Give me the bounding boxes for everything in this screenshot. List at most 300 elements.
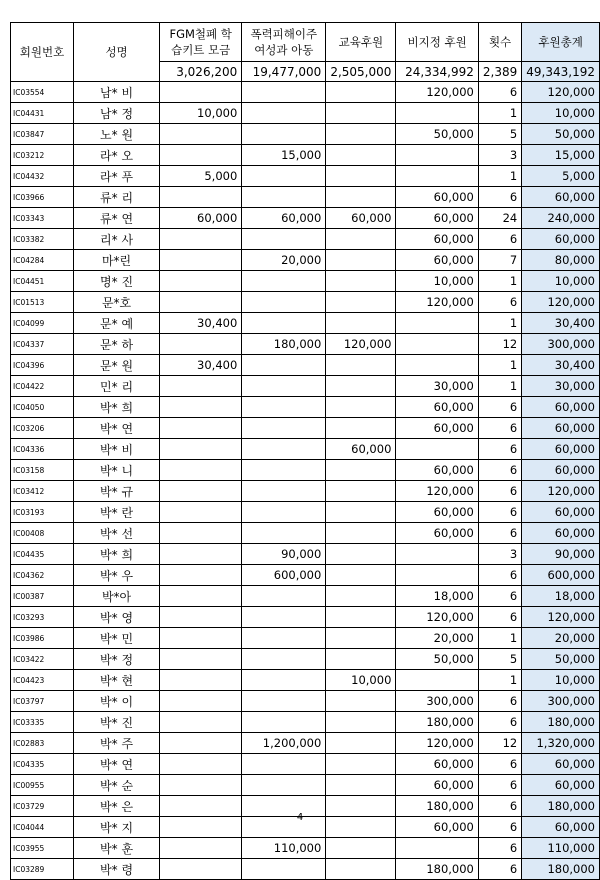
undesignated-amount: 20,000 xyxy=(396,628,478,649)
fgm-kit-amount xyxy=(160,271,242,292)
migrant-women-amount xyxy=(242,292,326,313)
donation-count: 6 xyxy=(478,691,521,712)
donor-name: 박* 희 xyxy=(73,544,159,565)
member-id: IC03554 xyxy=(11,82,74,103)
education-amount xyxy=(326,754,396,775)
undesignated-amount xyxy=(396,355,478,376)
undesignated-amount: 60,000 xyxy=(396,397,478,418)
migrant-women-amount xyxy=(242,712,326,733)
undesignated-amount: 60,000 xyxy=(396,208,478,229)
education-amount xyxy=(326,691,396,712)
table-row xyxy=(11,544,600,565)
fgm-kit-amount xyxy=(160,439,242,460)
undesignated-amount: 120,000 xyxy=(396,82,478,103)
table-row xyxy=(11,481,600,502)
donation-count: 6 xyxy=(478,502,521,523)
member-id: IC04423 xyxy=(11,670,74,691)
member-id: IC03412 xyxy=(11,481,74,502)
migrant-women-amount xyxy=(242,439,326,460)
undesignated-amount: 180,000 xyxy=(396,796,478,817)
donation-total: 120,000 xyxy=(522,481,600,502)
member-id: IC02883 xyxy=(11,733,74,754)
undesignated-amount: 60,000 xyxy=(396,250,478,271)
fgm-kit-amount xyxy=(160,145,242,166)
member-id: IC04336 xyxy=(11,439,74,460)
donor-name: 라* 오 xyxy=(73,145,159,166)
education-amount xyxy=(326,733,396,754)
migrant-women-amount: 60,000 xyxy=(242,208,326,229)
donation-count: 24 xyxy=(478,208,521,229)
donor-name: 박*아 xyxy=(73,586,159,607)
donation-count: 6 xyxy=(478,817,521,838)
donation-count: 1 xyxy=(478,670,521,691)
undesignated-amount: 120,000 xyxy=(396,481,478,502)
donor-name: 박* 진 xyxy=(73,712,159,733)
table-row xyxy=(11,376,600,397)
education-amount xyxy=(326,229,396,250)
table-row xyxy=(11,775,600,796)
education-amount xyxy=(326,544,396,565)
header-migrant-women: 폭력피해이주 여성과 아동 xyxy=(242,23,326,62)
table-row xyxy=(11,859,600,880)
donation-total: 80,000 xyxy=(522,250,600,271)
undesignated-amount: 30,000 xyxy=(396,376,478,397)
member-id: IC03955 xyxy=(11,838,74,859)
fgm-kit-amount xyxy=(160,712,242,733)
header-count: 횟수 xyxy=(478,23,521,62)
donation-count: 6 xyxy=(478,229,521,250)
donor-name: 박* 이 xyxy=(73,691,159,712)
fgm-kit-amount: 30,400 xyxy=(160,355,242,376)
table-row xyxy=(11,397,600,418)
migrant-women-amount: 1,200,000 xyxy=(242,733,326,754)
fgm-kit-amount xyxy=(160,544,242,565)
migrant-women-amount xyxy=(242,166,326,187)
donation-count: 12 xyxy=(478,334,521,355)
education-amount xyxy=(326,565,396,586)
migrant-women-amount xyxy=(242,523,326,544)
education-amount xyxy=(326,313,396,334)
donation-total: 180,000 xyxy=(522,796,600,817)
table-row xyxy=(11,313,600,334)
donation-count: 6 xyxy=(478,712,521,733)
education-amount xyxy=(326,124,396,145)
member-id: IC03797 xyxy=(11,691,74,712)
donor-name: 박* 영 xyxy=(73,607,159,628)
donation-count: 6 xyxy=(478,586,521,607)
undesignated-amount xyxy=(396,670,478,691)
migrant-women-amount xyxy=(242,481,326,502)
donation-count: 6 xyxy=(478,607,521,628)
member-id: IC03422 xyxy=(11,649,74,670)
undesignated-amount: 300,000 xyxy=(396,691,478,712)
undesignated-amount: 10,000 xyxy=(396,271,478,292)
fgm-kit-amount xyxy=(160,418,242,439)
donor-name: 박* 비 xyxy=(73,439,159,460)
undesignated-amount: 60,000 xyxy=(396,460,478,481)
donation-count: 6 xyxy=(478,523,521,544)
table-row xyxy=(11,208,600,229)
member-id: IC03966 xyxy=(11,187,74,208)
migrant-women-amount: 20,000 xyxy=(242,250,326,271)
undesignated-amount: 60,000 xyxy=(396,775,478,796)
donor-name: 명* 진 xyxy=(73,271,159,292)
total-fgm-kit: 3,026,200 xyxy=(160,62,242,82)
table-row xyxy=(11,82,600,103)
donation-count: 12 xyxy=(478,733,521,754)
undesignated-amount: 180,000 xyxy=(396,859,478,880)
donation-total: 5,000 xyxy=(522,166,600,187)
donation-count: 6 xyxy=(478,565,521,586)
fgm-kit-amount: 30,400 xyxy=(160,313,242,334)
undesignated-amount xyxy=(396,166,478,187)
donation-count: 6 xyxy=(478,397,521,418)
donor-name: 박* 은 xyxy=(73,796,159,817)
table-row xyxy=(11,292,600,313)
migrant-women-amount xyxy=(242,124,326,145)
donation-total: 60,000 xyxy=(522,439,600,460)
table-row xyxy=(11,649,600,670)
migrant-women-amount xyxy=(242,376,326,397)
table-row xyxy=(11,733,600,754)
education-amount xyxy=(326,460,396,481)
donation-total: 120,000 xyxy=(522,82,600,103)
table-row xyxy=(11,838,600,859)
migrant-women-amount xyxy=(242,418,326,439)
table-row xyxy=(11,418,600,439)
member-id: IC03986 xyxy=(11,628,74,649)
fgm-kit-amount xyxy=(160,502,242,523)
member-id: IC03193 xyxy=(11,502,74,523)
donation-count: 6 xyxy=(478,292,521,313)
education-amount xyxy=(326,859,396,880)
undesignated-amount: 18,000 xyxy=(396,586,478,607)
undesignated-amount: 60,000 xyxy=(396,523,478,544)
table-row xyxy=(11,355,600,376)
member-id: IC04435 xyxy=(11,544,74,565)
undesignated-amount: 60,000 xyxy=(396,754,478,775)
education-amount xyxy=(326,397,396,418)
donation-count: 6 xyxy=(478,418,521,439)
donation-total: 300,000 xyxy=(522,691,600,712)
member-id: IC03158 xyxy=(11,460,74,481)
table-row xyxy=(11,103,600,124)
donor-name: 문* 하 xyxy=(73,334,159,355)
education-amount xyxy=(326,628,396,649)
donor-name: 남* 비 xyxy=(73,82,159,103)
migrant-women-amount: 15,000 xyxy=(242,145,326,166)
table-row xyxy=(11,460,600,481)
migrant-women-amount xyxy=(242,460,326,481)
donation-count: 1 xyxy=(478,628,521,649)
fgm-kit-amount xyxy=(160,754,242,775)
header-total: 후원총계 xyxy=(522,23,600,62)
undesignated-amount: 60,000 xyxy=(396,817,478,838)
donor-name: 박* 연 xyxy=(73,754,159,775)
undesignated-amount xyxy=(396,145,478,166)
undesignated-amount xyxy=(396,103,478,124)
table-row xyxy=(11,166,600,187)
donation-count: 1 xyxy=(478,313,521,334)
member-id: IC04337 xyxy=(11,334,74,355)
member-id: IC04362 xyxy=(11,565,74,586)
total-migrant-women: 19,477,000 xyxy=(242,62,326,82)
donation-total: 18,000 xyxy=(522,586,600,607)
donation-total: 15,000 xyxy=(522,145,600,166)
donor-name: 박* 지 xyxy=(73,817,159,838)
education-amount xyxy=(326,649,396,670)
undesignated-amount: 120,000 xyxy=(396,607,478,628)
fgm-kit-amount xyxy=(160,460,242,481)
donation-total: 1,320,000 xyxy=(522,733,600,754)
fgm-kit-amount xyxy=(160,229,242,250)
migrant-women-amount: 90,000 xyxy=(242,544,326,565)
fgm-kit-amount xyxy=(160,859,242,880)
migrant-women-amount xyxy=(242,775,326,796)
donation-total: 30,400 xyxy=(522,313,600,334)
header-name: 성명 xyxy=(73,23,159,82)
education-amount xyxy=(326,145,396,166)
migrant-women-amount xyxy=(242,229,326,250)
donation-count: 1 xyxy=(478,271,521,292)
donation-count: 6 xyxy=(478,481,521,502)
education-amount xyxy=(326,712,396,733)
table-row xyxy=(11,586,600,607)
education-amount: 60,000 xyxy=(326,208,396,229)
education-amount xyxy=(326,187,396,208)
migrant-women-amount xyxy=(242,691,326,712)
donor-name: 민* 리 xyxy=(73,376,159,397)
header-education: 교육후원 xyxy=(326,23,396,62)
migrant-women-amount xyxy=(242,103,326,124)
donor-name: 박* 령 xyxy=(73,859,159,880)
fgm-kit-amount xyxy=(160,565,242,586)
migrant-women-amount xyxy=(242,271,326,292)
fgm-kit-amount xyxy=(160,292,242,313)
undesignated-amount xyxy=(396,334,478,355)
donation-count: 7 xyxy=(478,250,521,271)
donor-name: 박* 순 xyxy=(73,775,159,796)
member-id: IC01513 xyxy=(11,292,74,313)
migrant-women-amount xyxy=(242,502,326,523)
member-id: IC04396 xyxy=(11,355,74,376)
donor-name: 문*호 xyxy=(73,292,159,313)
donation-total: 120,000 xyxy=(522,607,600,628)
member-id: IC04432 xyxy=(11,166,74,187)
member-id: IC03343 xyxy=(11,208,74,229)
education-amount xyxy=(326,523,396,544)
donation-count: 6 xyxy=(478,460,521,481)
donation-total: 10,000 xyxy=(522,271,600,292)
migrant-women-amount xyxy=(242,607,326,628)
donation-total: 300,000 xyxy=(522,334,600,355)
education-amount xyxy=(326,481,396,502)
donor-name: 노* 원 xyxy=(73,124,159,145)
table-row xyxy=(11,124,600,145)
donation-count: 1 xyxy=(478,166,521,187)
table-row xyxy=(11,502,600,523)
donation-total: 600,000 xyxy=(522,565,600,586)
fgm-kit-amount xyxy=(160,397,242,418)
member-id: IC03293 xyxy=(11,607,74,628)
total-undesignated: 24,334,992 xyxy=(396,62,478,82)
donation-count: 6 xyxy=(478,838,521,859)
donation-total: 50,000 xyxy=(522,649,600,670)
education-amount xyxy=(326,103,396,124)
undesignated-amount: 60,000 xyxy=(396,418,478,439)
donation-count: 1 xyxy=(478,103,521,124)
table-row xyxy=(11,628,600,649)
education-amount xyxy=(326,82,396,103)
migrant-women-amount xyxy=(242,649,326,670)
fgm-kit-amount xyxy=(160,481,242,502)
donation-count: 1 xyxy=(478,355,521,376)
page-number: 4 xyxy=(296,812,304,823)
header-undesignated: 비지정 후원 xyxy=(396,23,478,62)
fgm-kit-amount xyxy=(160,607,242,628)
donation-total: 60,000 xyxy=(522,397,600,418)
donor-name: 박* 주 xyxy=(73,733,159,754)
donation-count: 6 xyxy=(478,796,521,817)
donation-total: 30,400 xyxy=(522,355,600,376)
donation-count: 6 xyxy=(478,859,521,880)
migrant-women-amount xyxy=(242,355,326,376)
undesignated-amount xyxy=(396,838,478,859)
donation-total: 240,000 xyxy=(522,208,600,229)
donation-total: 60,000 xyxy=(522,775,600,796)
donation-count: 1 xyxy=(478,376,521,397)
undesignated-amount: 180,000 xyxy=(396,712,478,733)
donation-total: 60,000 xyxy=(522,817,600,838)
education-amount xyxy=(326,166,396,187)
migrant-women-amount xyxy=(242,859,326,880)
member-id: IC04422 xyxy=(11,376,74,397)
migrant-women-amount: 180,000 xyxy=(242,334,326,355)
donation-count: 6 xyxy=(478,82,521,103)
donor-rows xyxy=(11,82,600,880)
donor-name: 박* 희 xyxy=(73,397,159,418)
donor-name: 박* 규 xyxy=(73,481,159,502)
education-amount xyxy=(326,586,396,607)
donor-name: 박* 우 xyxy=(73,565,159,586)
donor-name: 리* 사 xyxy=(73,229,159,250)
fgm-kit-amount xyxy=(160,523,242,544)
table-row xyxy=(11,145,600,166)
donation-total: 10,000 xyxy=(522,670,600,691)
education-amount xyxy=(326,271,396,292)
donor-name: 박* 선 xyxy=(73,523,159,544)
migrant-women-amount xyxy=(242,628,326,649)
header-fgm-kit: FGM철폐 학습키트 모금 xyxy=(160,23,242,62)
donation-total: 60,000 xyxy=(522,229,600,250)
education-amount xyxy=(326,838,396,859)
education-amount xyxy=(326,292,396,313)
undesignated-amount xyxy=(396,565,478,586)
fgm-kit-amount: 10,000 xyxy=(160,103,242,124)
education-amount xyxy=(326,418,396,439)
donation-total: 110,000 xyxy=(522,838,600,859)
undesignated-amount xyxy=(396,544,478,565)
donation-count: 3 xyxy=(478,145,521,166)
member-id: IC04431 xyxy=(11,103,74,124)
education-amount: 60,000 xyxy=(326,439,396,460)
education-amount: 10,000 xyxy=(326,670,396,691)
donation-count: 5 xyxy=(478,124,521,145)
donation-total: 30,000 xyxy=(522,376,600,397)
fgm-kit-amount xyxy=(160,691,242,712)
table-row xyxy=(11,670,600,691)
donor-name: 문* 원 xyxy=(73,355,159,376)
table-row xyxy=(11,439,600,460)
donation-total: 10,000 xyxy=(522,103,600,124)
migrant-women-amount: 110,000 xyxy=(242,838,326,859)
education-amount xyxy=(326,250,396,271)
member-id: IC00408 xyxy=(11,523,74,544)
member-id: IC04044 xyxy=(11,817,74,838)
education-amount xyxy=(326,355,396,376)
donation-total: 90,000 xyxy=(522,544,600,565)
member-id: IC04451 xyxy=(11,271,74,292)
fgm-kit-amount: 5,000 xyxy=(160,166,242,187)
fgm-kit-amount xyxy=(160,250,242,271)
member-id: IC03335 xyxy=(11,712,74,733)
education-amount xyxy=(326,376,396,397)
member-id: IC03289 xyxy=(11,859,74,880)
table-row xyxy=(11,691,600,712)
member-id: IC00387 xyxy=(11,586,74,607)
table-row xyxy=(11,607,600,628)
migrant-women-amount xyxy=(242,313,326,334)
donor-name: 라* 푸 xyxy=(73,166,159,187)
donation-count: 6 xyxy=(478,187,521,208)
donation-total: 60,000 xyxy=(522,754,600,775)
migrant-women-amount xyxy=(242,670,326,691)
table-row xyxy=(11,187,600,208)
undesignated-amount xyxy=(396,313,478,334)
member-id: IC03382 xyxy=(11,229,74,250)
fgm-kit-amount xyxy=(160,733,242,754)
donor-name: 류* 리 xyxy=(73,187,159,208)
donor-name: 문* 예 xyxy=(73,313,159,334)
fgm-kit-amount xyxy=(160,334,242,355)
grand-total: 49,343,192 xyxy=(522,62,600,82)
table-row xyxy=(11,754,600,775)
table-row xyxy=(11,565,600,586)
donor-table xyxy=(10,22,600,880)
fgm-kit-amount xyxy=(160,838,242,859)
donation-total: 20,000 xyxy=(522,628,600,649)
donation-total: 60,000 xyxy=(522,187,600,208)
donor-name: 박* 훈 xyxy=(73,838,159,859)
donation-total: 180,000 xyxy=(522,712,600,733)
migrant-women-amount xyxy=(242,754,326,775)
education-amount: 120,000 xyxy=(326,334,396,355)
fgm-kit-amount xyxy=(160,376,242,397)
donation-count: 6 xyxy=(478,775,521,796)
member-id: IC04284 xyxy=(11,250,74,271)
donor-name: 박* 정 xyxy=(73,649,159,670)
migrant-women-amount xyxy=(242,82,326,103)
table-row xyxy=(11,271,600,292)
fgm-kit-amount xyxy=(160,628,242,649)
donation-count: 3 xyxy=(478,544,521,565)
donation-count: 6 xyxy=(478,439,521,460)
donor-name: 박* 란 xyxy=(73,502,159,523)
undesignated-amount: 50,000 xyxy=(396,649,478,670)
donation-total: 60,000 xyxy=(522,418,600,439)
header-member-id: 회원번호 xyxy=(11,23,74,82)
fgm-kit-amount: 60,000 xyxy=(160,208,242,229)
